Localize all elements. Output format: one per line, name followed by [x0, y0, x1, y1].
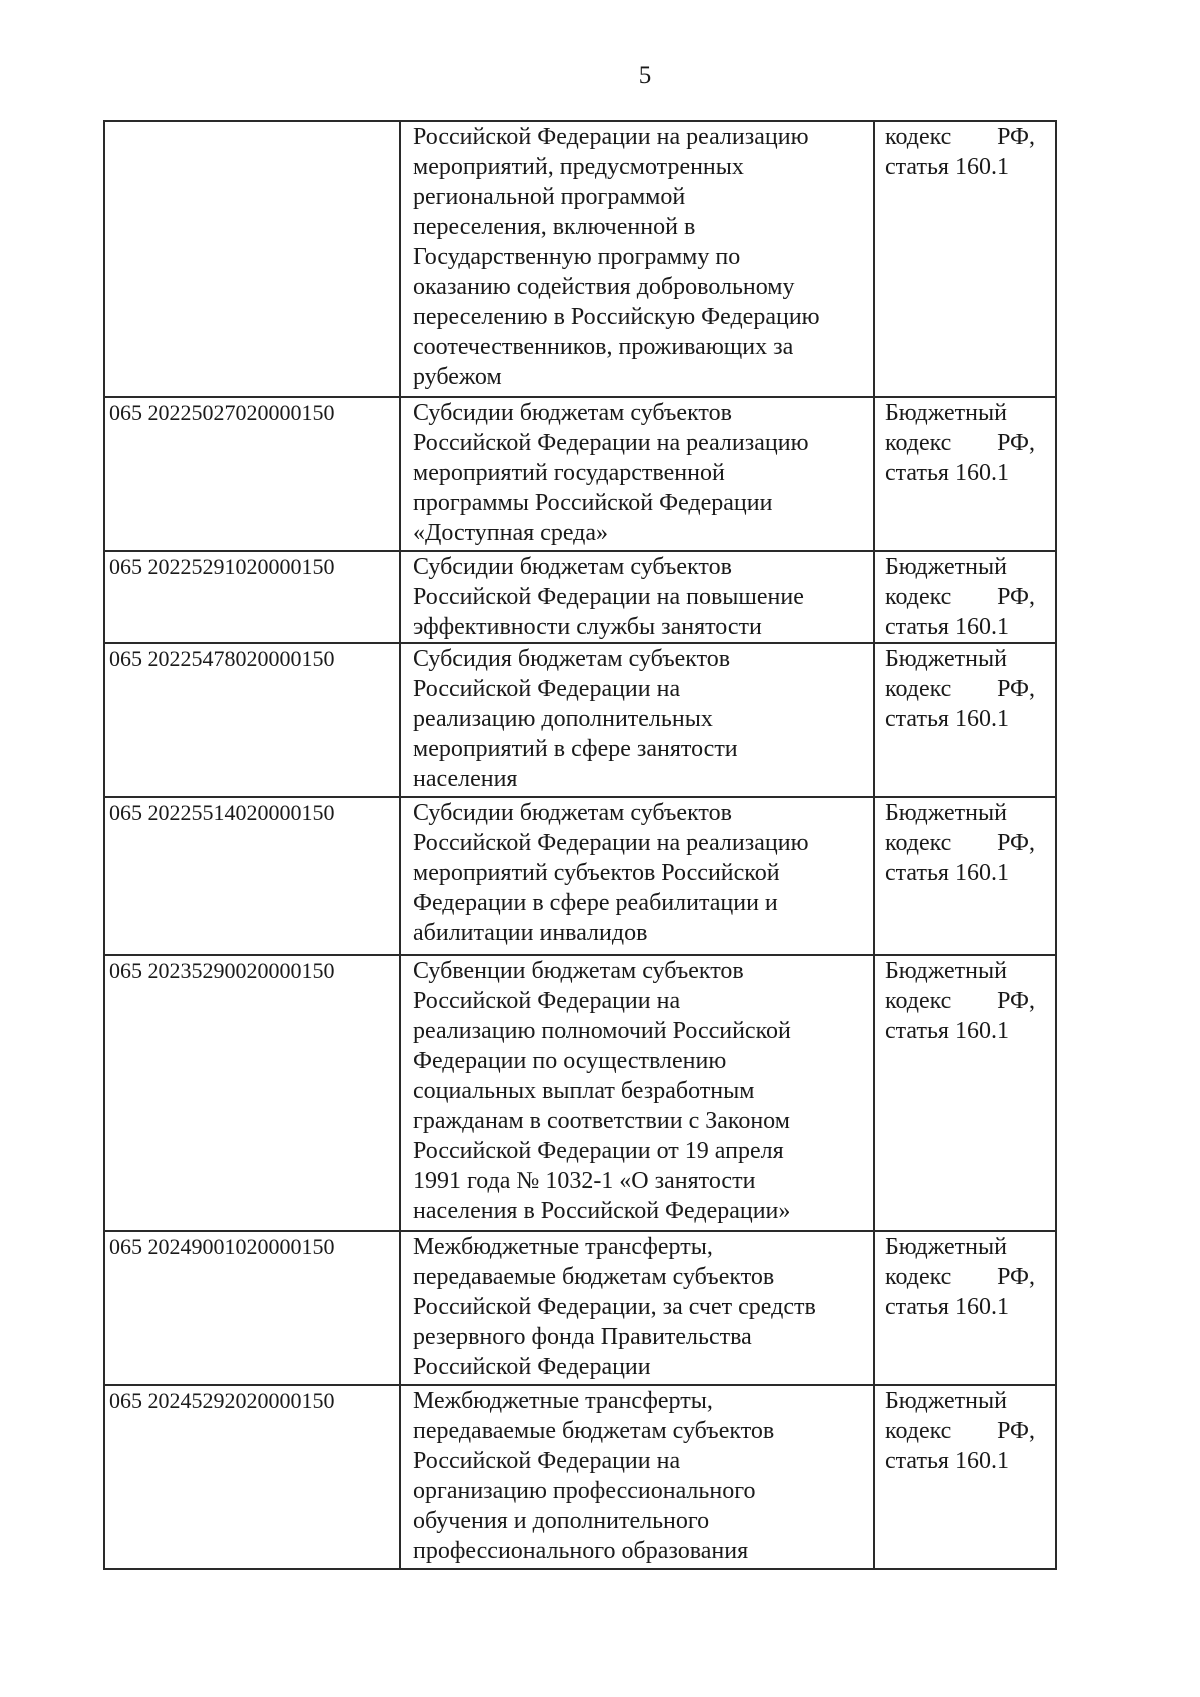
description-line: Государственную программу по [413, 244, 741, 270]
description-line: Российской Федерации на реализацию [413, 124, 809, 150]
cell-description [400, 643, 874, 797]
basis-kodeks: кодекс [885, 676, 952, 702]
basis-code-line [885, 1262, 1035, 1292]
cell-description [400, 955, 874, 1231]
description-line: Российской Федерации на [413, 676, 681, 702]
cell-legal-basis [874, 797, 1056, 955]
cell-code: 065 20225027020000150 [104, 397, 400, 551]
description-line: реализацию дополнительных [413, 706, 713, 732]
description-line: передаваемые бюджетам субъектов [413, 1264, 775, 1290]
budget-codes-table [103, 120, 1057, 1570]
basis-kodeks: кодекс [885, 584, 952, 610]
cell-code [104, 121, 400, 397]
description-line: региональной программой [413, 184, 686, 210]
basis-article: статья 160.1 [885, 154, 1009, 180]
basis-title: Бюджетный [885, 554, 1007, 580]
basis-article: статья 160.1 [885, 1018, 1009, 1044]
cell-code: 065 20249001020000150 [104, 1231, 400, 1385]
cell-legal-basis [874, 1385, 1056, 1569]
description-line: Российской Федерации на реализацию [413, 830, 809, 856]
basis-kodeks: кодекс [885, 830, 952, 856]
table-row [104, 121, 1056, 397]
description-line: Межбюджетные трансферты, [413, 1234, 713, 1260]
description-line: Российской Федерации от 19 апреля [413, 1138, 784, 1164]
description-line: соотечественников, проживающих за [413, 334, 794, 360]
basis-code-line [885, 582, 1035, 612]
description-line: оказанию содействия добровольному [413, 274, 795, 300]
description-line: переселения, включенной в [413, 214, 696, 240]
table-body [104, 121, 1056, 1569]
table-row [104, 955, 1056, 1231]
description-line: реализацию полномочий Российской [413, 1018, 791, 1044]
description-line: мероприятий государственной [413, 460, 725, 486]
description-line: Субсидии бюджетам субъектов [413, 554, 732, 580]
description-line: резервного фонда Правительства [413, 1324, 752, 1350]
cell-description [400, 1231, 874, 1385]
description-line: профессионального образования [413, 1538, 749, 1564]
basis-code-line [885, 428, 1035, 458]
description-line: рубежом [413, 364, 502, 390]
description-line: Российской Федерации на [413, 988, 681, 1014]
description-line: программы Российской Федерации [413, 490, 773, 516]
table-row [104, 1231, 1056, 1385]
description-line: мероприятий в сфере занятости [413, 736, 738, 762]
description-line: Федерации по осуществлению [413, 1048, 727, 1074]
basis-title: Бюджетный [885, 400, 1007, 426]
description-line: Субсидии бюджетам субъектов [413, 800, 732, 826]
table-row [104, 397, 1056, 551]
description-line: Российской Федерации на реализацию [413, 430, 809, 456]
basis-code-line [885, 1416, 1035, 1446]
description-line: Субвенции бюджетам субъектов [413, 958, 744, 984]
table-row [104, 797, 1056, 955]
description-line: 1991 года № 1032-1 «О занятости [413, 1168, 756, 1194]
basis-title: Бюджетный [885, 1388, 1007, 1414]
description-line: организацию профессионального [413, 1478, 756, 1504]
page-number: 5 [638, 62, 652, 89]
basis-code-line [885, 122, 1035, 152]
basis-kodeks: кодекс [885, 430, 952, 456]
basis-article: статья 160.1 [885, 1448, 1009, 1474]
cell-legal-basis [874, 955, 1056, 1231]
basis-code-line [885, 674, 1035, 704]
basis-title: Бюджетный [885, 1234, 1007, 1260]
basis-rf: РФ, [997, 676, 1035, 702]
cell-legal-basis [874, 551, 1056, 643]
basis-article: статья 160.1 [885, 460, 1009, 486]
basis-rf: РФ, [997, 430, 1035, 456]
description-line: населения [413, 766, 518, 792]
basis-rf: РФ, [997, 830, 1035, 856]
basis-title: Бюджетный [885, 800, 1007, 826]
cell-description [400, 797, 874, 955]
basis-kodeks: кодекс [885, 988, 952, 1014]
description-line: Российской Федерации на [413, 1448, 681, 1474]
description-line: передаваемые бюджетам субъектов [413, 1418, 775, 1444]
description-line: гражданам в соответствии с Законом [413, 1108, 790, 1134]
table-row [104, 1385, 1056, 1569]
description-line: переселению в Российскую Федерацию [413, 304, 820, 330]
cell-legal-basis [874, 121, 1056, 397]
description-line: Субсидии бюджетам субъектов [413, 400, 732, 426]
description-line: Межбюджетные трансферты, [413, 1388, 713, 1414]
cell-legal-basis [874, 1231, 1056, 1385]
basis-article: статья 160.1 [885, 706, 1009, 732]
description-line: мероприятий, предусмотренных [413, 154, 744, 180]
basis-article: статья 160.1 [885, 614, 1009, 640]
cell-code: 065 20225514020000150 [104, 797, 400, 955]
basis-article: статья 160.1 [885, 1294, 1009, 1320]
description-line: эффективности службы занятости [413, 614, 762, 640]
basis-rf: РФ, [997, 584, 1035, 610]
description-line: «Доступная среда» [413, 520, 609, 546]
basis-rf: РФ, [997, 1418, 1035, 1444]
description-line: мероприятий субъектов Российской [413, 860, 780, 886]
description-line: Российской Федерации [413, 1354, 651, 1380]
basis-kodeks: кодекс [885, 1264, 952, 1290]
description-line: обучения и дополнительного [413, 1508, 710, 1534]
description-line: Российской Федерации на повышение [413, 584, 804, 610]
table-row [104, 643, 1056, 797]
cell-legal-basis [874, 643, 1056, 797]
cell-legal-basis [874, 397, 1056, 551]
basis-rf: РФ, [997, 124, 1035, 150]
basis-code-line [885, 828, 1035, 858]
cell-code: 065 20225478020000150 [104, 643, 400, 797]
basis-kodeks: кодекс [885, 1418, 952, 1444]
cell-code: 065 20235290020000150 [104, 955, 400, 1231]
description-line: абилитации инвалидов [413, 920, 648, 946]
description-line: населения в Российской Федерации» [413, 1198, 791, 1224]
description-line: социальных выплат безработным [413, 1078, 755, 1104]
basis-rf: РФ, [997, 1264, 1035, 1290]
description-line: Субсидия бюджетам субъектов [413, 646, 731, 672]
cell-code: 065 20245292020000150 [104, 1385, 400, 1569]
cell-description [400, 397, 874, 551]
description-line: Федерации в сфере реабилитации и [413, 890, 778, 916]
basis-code-line [885, 986, 1035, 1016]
cell-description [400, 121, 874, 397]
basis-rf: РФ, [997, 988, 1035, 1014]
cell-description [400, 1385, 874, 1569]
description-line: Российской Федерации, за счет средств [413, 1294, 816, 1320]
table-row [104, 551, 1056, 643]
basis-title: Бюджетный [885, 646, 1007, 672]
cell-code: 065 20225291020000150 [104, 551, 400, 643]
basis-article: статья 160.1 [885, 860, 1009, 886]
basis-kodeks: кодекс [885, 124, 952, 150]
cell-description [400, 551, 874, 643]
basis-title: Бюджетный [885, 958, 1007, 984]
